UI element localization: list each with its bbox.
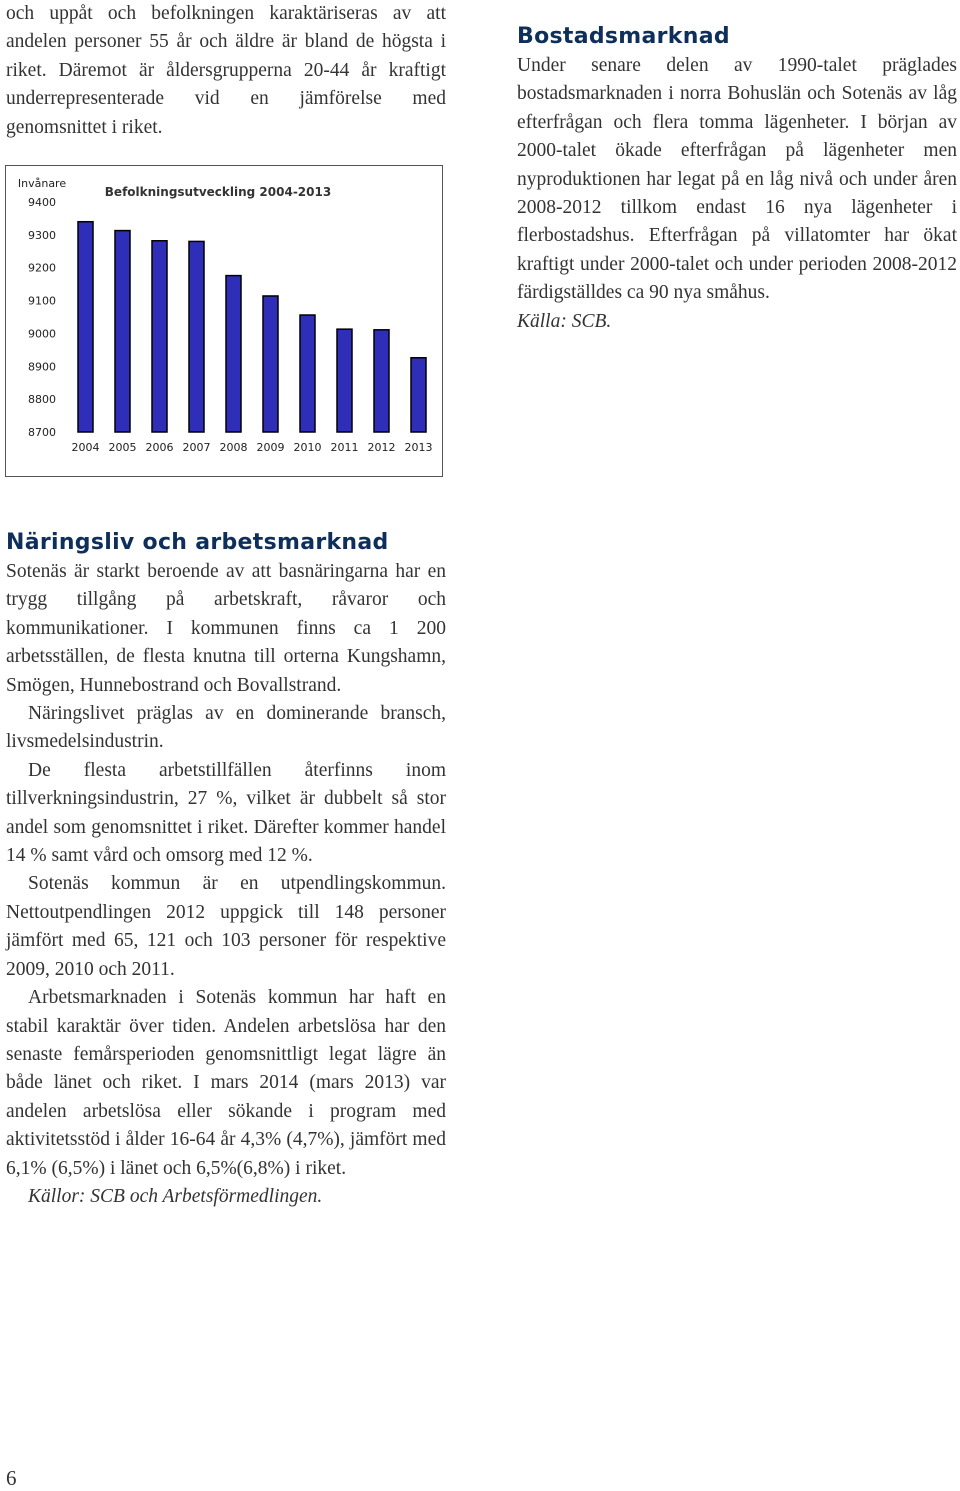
bar [337, 329, 352, 432]
bar [411, 358, 426, 432]
intro-paragraph [6, 0, 446, 142]
naringsliv-paragraph-1: Sotenäs är starkt beroende av att basnäringarna har en trygg tillgång på arbetskraft, råvaror och kommunikationer. I kommunen finns ca 1 200 arbetsställen, de flesta knutna till orterna Kungshamn, Smögen, Hunnebostrand och Bovallstrand. [6, 561, 446, 696]
naringsliv-section [6, 528, 446, 1211]
naringsliv-paragraph-4: Sotenäs kommun är en utpendlingskommun. Nettoutpendlingen 2012 uppgick till 148 personer jämfört med 65, 121 och 103 personer för respektive 2009, 2010 och 2011. [6, 873, 446, 980]
bostadsmarknad-source: Källa: SCB. [517, 310, 612, 332]
bar [152, 241, 167, 432]
y-tick-label: 9200 [28, 261, 56, 275]
bar [78, 222, 93, 432]
x-tick-label: 2007 [182, 441, 211, 454]
bostadsmarknad-paragraph: Under senare delen av 1990-talet präglades bostadsmarknaden i norra Bohuslän och Sotenäs av låg efterfrågan och flera tomma lägenheter. I början av 2000-talet ökade efterfrågan på lägenheter men nyproduktionen har legat på en låg nivå och under åren 2008-2012 tillkom endast 16 nya lägenheter i flerbostadshus. Efterfrågan på villatomter har ökat kraftigt under 2000-talet och under perioden 2008-2012 färdigställdes ca 90 nya småhus. [517, 55, 957, 304]
y-axis-label: Invånare [17, 177, 67, 190]
bar [300, 315, 315, 432]
x-tick-label: 2008 [219, 441, 248, 454]
chart-title: Befolkningsutveckling 2004-2013 [104, 185, 332, 199]
y-tick-label: 9300 [28, 228, 56, 242]
naringsliv-heading: Näringsliv och arbetsmarknad [6, 530, 389, 555]
y-tick-label: 9400 [28, 196, 56, 209]
y-tick-label: 8900 [28, 360, 56, 374]
bostadsmarknad-heading: Bostadsmarknad [517, 24, 730, 49]
bar [115, 231, 130, 432]
bar [263, 296, 278, 432]
naringsliv-source: Källor: SCB och Arbetsförmedlingen. [28, 1185, 323, 1207]
x-tick-label: 2013 [404, 441, 433, 454]
naringsliv-paragraph-5: Arbetsmarknaden i Sotenäs kommun har haft en stabil karaktär över tiden. Andelen arbetslösa har den senaste femårsperioden genomsnittligt legat lägre än både länet och riket. I mars 2014 (mars 2013) var andelen arbetslösa eller sökande i program med aktivitetsstöd i ålder 16-64 år 4,3% (4,7%), jämfört med 6,1% (6,5%) i länet och 6,5%(6,8%) i riket. [6, 987, 446, 1179]
x-tick-label: 2011 [330, 441, 359, 454]
y-tick-label: 9100 [28, 294, 56, 308]
x-tick-label: 2009 [256, 441, 285, 454]
bar [226, 276, 241, 432]
population-chart [5, 165, 443, 477]
y-tick-label: 9000 [28, 327, 56, 341]
x-tick-label: 2006 [145, 441, 174, 454]
intro-text: och uppåt och befolkningen karaktäriseras av att andelen personer 55 år och äldre är bland de högsta i riket. Däremot är åldersgrupperna 20-44 år kraftigt underrepresenterade vid en jämförelse med genomsnittet i riket. [6, 3, 446, 138]
bar [374, 330, 389, 432]
y-tick-label: 8700 [28, 426, 56, 439]
x-tick-label: 2010 [293, 441, 322, 454]
bostadsmarknad-section [517, 22, 957, 336]
x-tick-label: 2012 [367, 441, 396, 454]
bar [189, 241, 204, 432]
naringsliv-paragraph-2: Näringslivet präglas av en dominerande bransch, livsmedelsindustrin. [6, 703, 446, 753]
x-tick-label: 2005 [108, 441, 137, 454]
y-tick-label: 8800 [28, 393, 56, 407]
naringsliv-paragraph-3: De flesta arbetstillfällen återfinns inom tillverkningsindustrin, 27 %, vilket är dubbelt så stor andel som genomsnittet i riket. Därefter kommer handel 14 % samt vård och omsorg med 12 %. [6, 759, 446, 867]
x-tick-label: 2004 [71, 441, 100, 454]
page-number: 6 [6, 1466, 17, 1490]
population-chart-svg [6, 166, 442, 476]
